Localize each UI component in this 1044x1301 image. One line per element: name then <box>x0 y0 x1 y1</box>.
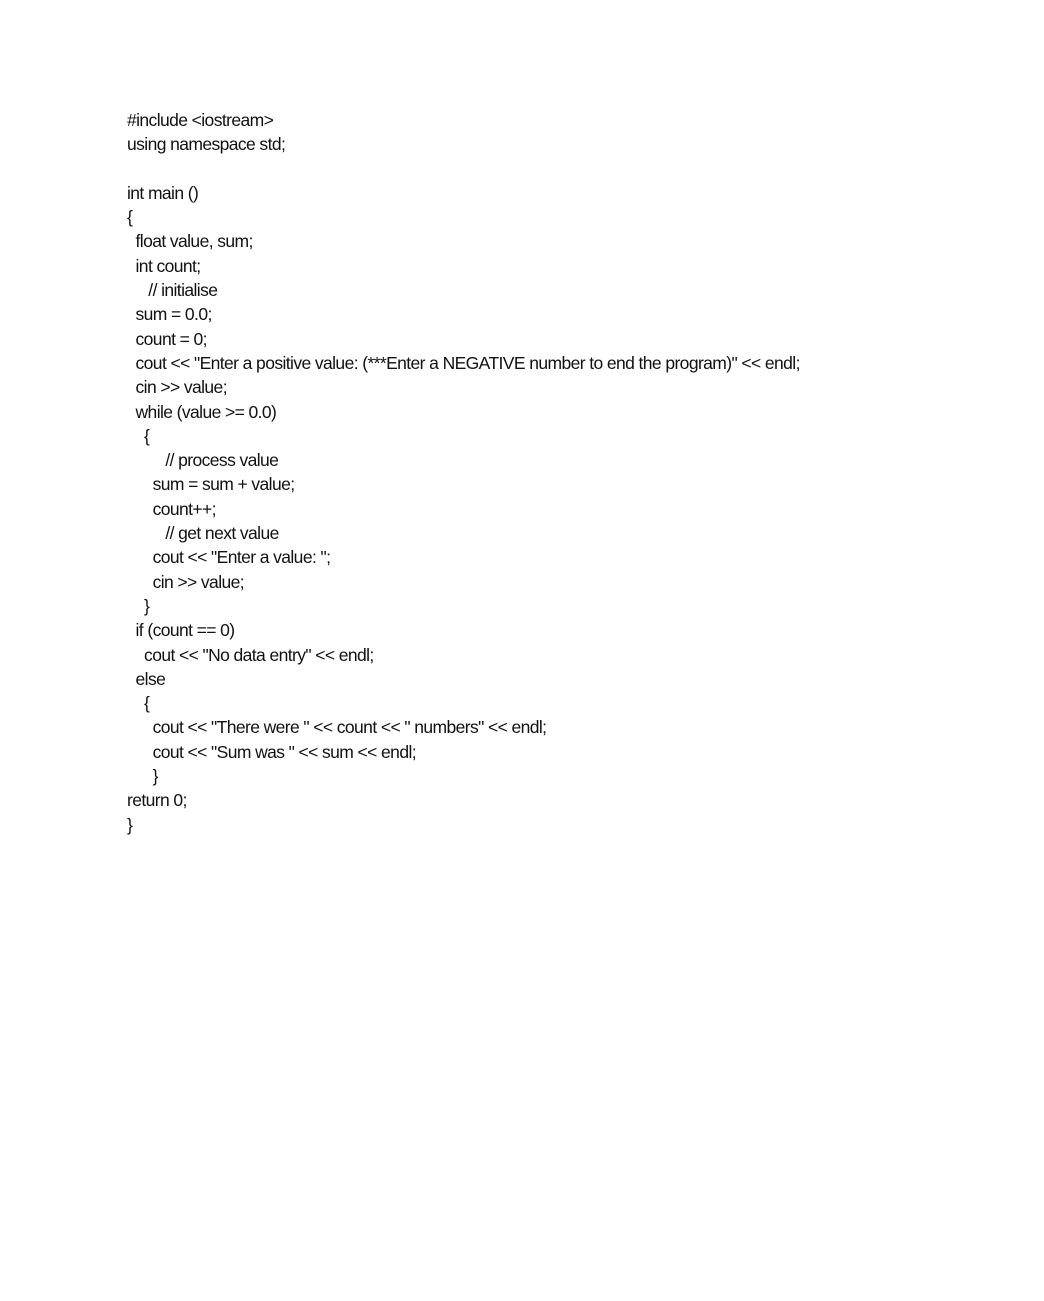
code-line: float value, sum; <box>127 231 253 252</box>
code-line: count++; <box>127 498 216 519</box>
code-line: if (count == 0) <box>127 620 235 641</box>
code-line: int main () <box>127 182 199 203</box>
code-line: } <box>127 595 150 616</box>
code-listing <box>127 108 800 837</box>
code-line: cout << "There were " << count << " numbers" << endl; <box>127 717 547 738</box>
code-line: cout << "No data entry" << endl; <box>127 644 374 665</box>
code-line: count = 0; <box>127 328 207 349</box>
code-line: using namespace std; <box>127 134 286 155</box>
code-line: } <box>127 766 158 787</box>
code-line: } <box>127 814 133 835</box>
code-line: { <box>127 693 150 714</box>
code-line: // get next value <box>127 523 279 544</box>
code-line: else <box>127 668 166 689</box>
code-line: cout << "Sum was " << sum << endl; <box>127 741 417 762</box>
code-line: { <box>127 207 133 228</box>
code-line: sum = sum + value; <box>127 474 295 495</box>
code-line: #include <iostream> <box>127 110 274 130</box>
code-line: while (value >= 0.0) <box>127 401 277 422</box>
code-line: cout << "Enter a value: "; <box>127 547 331 568</box>
code-line: int count; <box>127 255 201 276</box>
code-line: sum = 0.0; <box>127 304 212 325</box>
code-line: { <box>127 425 150 446</box>
code-line: // process value <box>127 450 279 471</box>
code-line: cin >> value; <box>127 571 245 592</box>
code-line: cin >> value; <box>127 377 227 398</box>
code-line <box>127 157 800 181</box>
code-line: // initialise <box>127 280 218 301</box>
code-line: return 0; <box>127 790 187 811</box>
code-line: cout << "Enter a positive value: (***Enter a NEGATIVE number to end the program)" << endl; <box>127 352 800 373</box>
